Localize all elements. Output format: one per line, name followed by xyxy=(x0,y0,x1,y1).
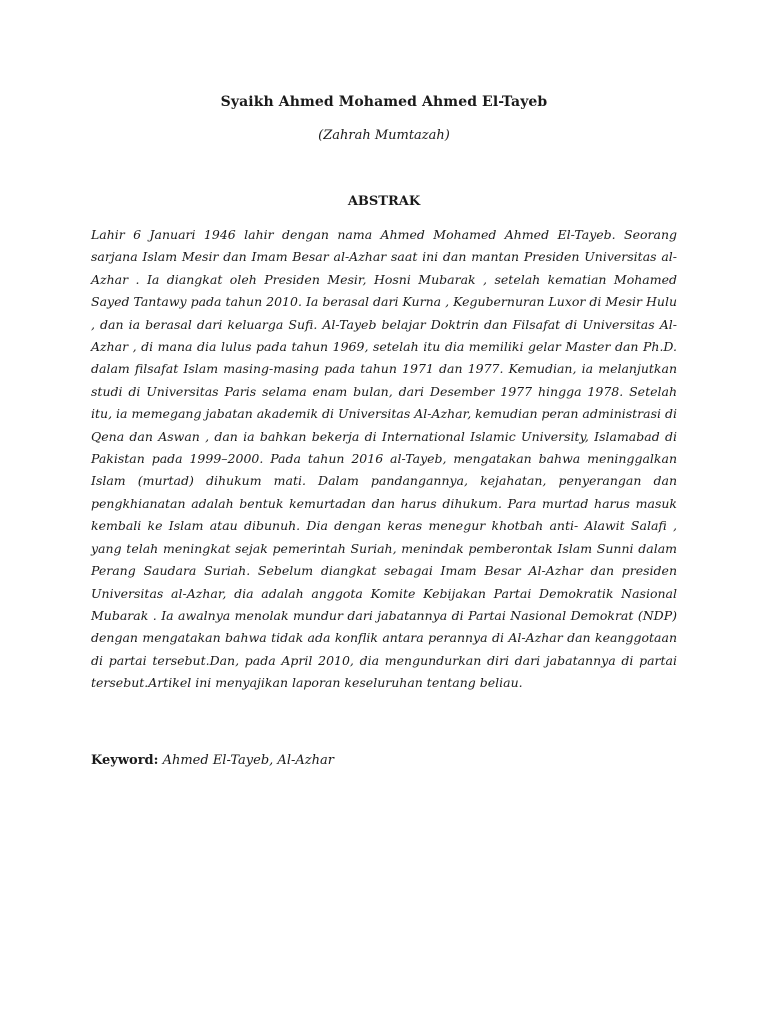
keyword-line xyxy=(91,753,334,768)
document-title: Syaikh Ahmed Mohamed Ahmed El-Tayeb xyxy=(220,94,548,110)
abstract-paragraph: Lahir 6 Januari 1946 lahir dengan nama Ahmed Mohamed Ahmed El-Tayeb. Seorang sarjana Islam Mesir dan Imam Besar al-Azhar saat ini dan mantan Presiden Universitas al-Azhar . Ia diangkat oleh Presiden Mesir, Hosni Mubarak , setelah kematian Mohamed Sayed Tantawy pada tahun 2010. Ia berasal dari Kurna , Kegubernuran Luxor di Mesir Hulu , dan ia berasal dari keluarga Sufi. Al-Tayeb belajar Doktrin dan Filsafat di Universitas Al-Azhar , di mana dia lulus pada tahun 1969, setelah itu dia memiliki gelar Master dan Ph.D. dalam filsafat Islam masing-masing pada tahun 1971 dan 1977. Kemudian, ia melanjutkan studi di Universitas Paris selama enam bulan, dari Desember 1977 hingga 1978. Setelah itu, ia memegang jabatan akademik di Universitas Al-Azhar, kemudian peran administrasi di Qena dan Aswan , dan ia bahkan bekerja di International Islamic University, Islamabad di Pakistan pada 1999–2000. Pada tahun 2016 al-Tayeb, mengatakan bahwa meninggalkan Islam (murtad) dihukum mati. Dalam pandangannya, kejahatan, penyerangan dan pengkhianatan adalah bentuk kemurtadan dan harus dihukum. Para murtad harus masuk kembali ke Islam atau dibunuh. Dia dengan keras menegur khotbah anti- Alawit Salafi , yang telah meningkat sejak pemerintah Suriah, menindak pemberontak Islam Sunni dalam Perang Saudara Suriah. Sebelum diangkat sebagai Imam Besar Al-Azhar dan presiden Universitas al-Azhar, dia adalah anggota Komite Kebijakan Partai Demokratik Nasional Mubarak . Ia awalnya menolak mundur dari jabatannya di Partai Nasional Demokrat (NDP) dengan mengatakan bahwa tidak ada konflik antara perannya di Al-Azhar dan keanggotaan di partai tersebut.Dan, pada April 2010, dia mengundurkan diri dari jabatannya di partai tersebut.Artikel ini menyajikan laporan keseluruhan tentang beliau. xyxy=(91,227,677,691)
keyword-label: Keyword: xyxy=(91,753,159,768)
abstract-heading: ABSTRAK xyxy=(347,194,421,209)
author-name: (Zahrah Mumtazah) xyxy=(318,128,450,143)
keyword-value: Ahmed El-Tayeb, Al-Azhar xyxy=(162,753,334,768)
